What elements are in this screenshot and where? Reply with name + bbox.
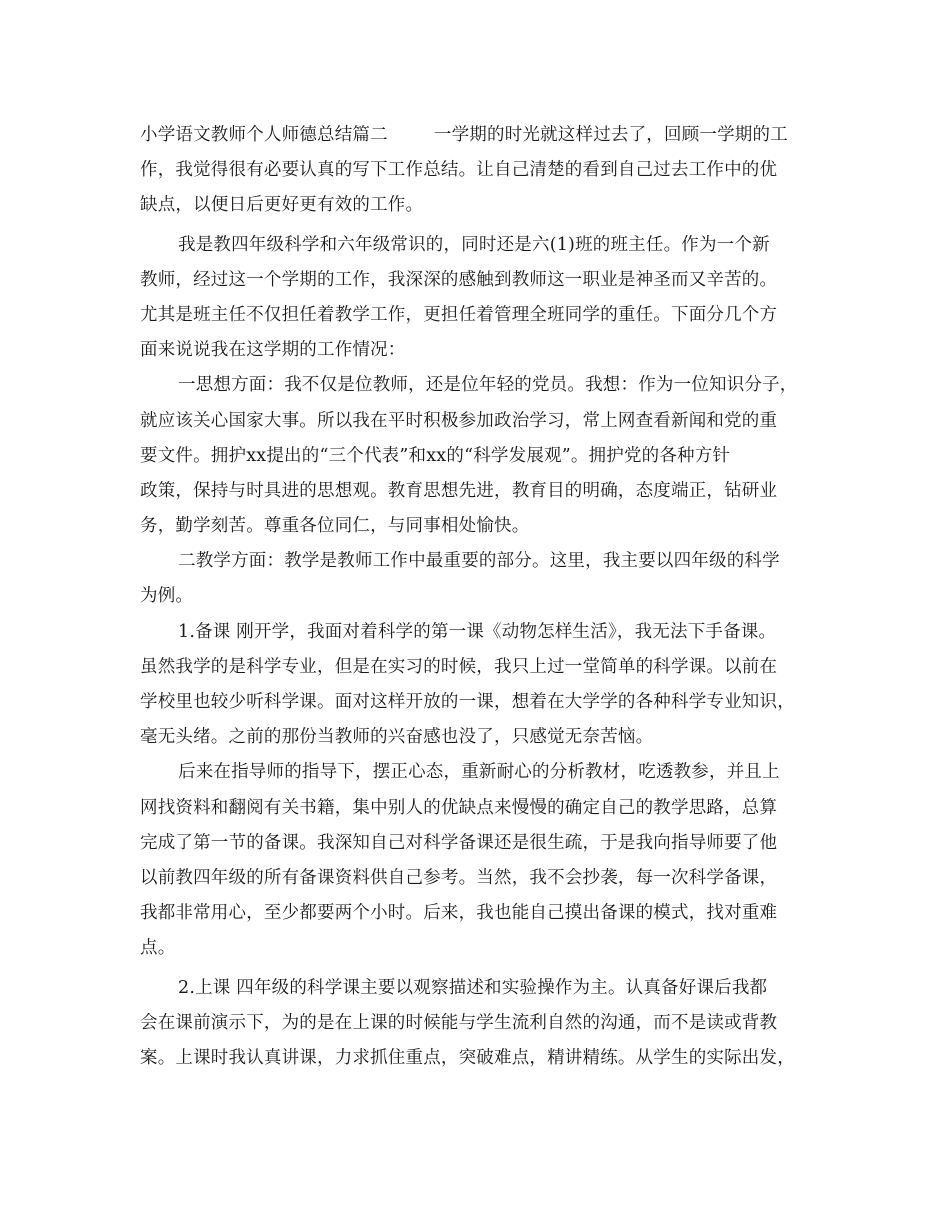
text-line: 我都非常用心，至少都要两个小时。后来，我也能自己摸出备课的模式，找对重难 [140, 903, 778, 924]
text-line: 小学语文教师个人师德总结篇二 一学期的时光就这样过去了，回顾一学期的工 [140, 125, 788, 145]
paragraph-first-line: 二教学方面：教学是教师工作中最重要的部分。这里，我主要以四年级的科学 [178, 551, 780, 572]
document-body [140, 118, 820, 1076]
text-line: 毫无头绪。之前的那份当教师的兴奋感也没了，只感觉无奈苦恼。 [140, 727, 654, 748]
text-line: 以前教四年级的所有备课资料供自己参考。当然，我不会抄袭，每一次科学备课， [140, 867, 778, 888]
text-line: 会在课前演示下，为的是在上课的时候能与学生流利自然的沟通，而不是读或背教 [140, 1012, 778, 1033]
paragraph-first-line: 我是教四年级科学和六年级常识的，同时还是六(1)班的班主任。作为一个新 [178, 234, 770, 255]
paragraph-first-line: 2.上课 四年级的科学课主要以观察描述和实验操作为主。认真备好课后我都 [178, 977, 768, 998]
paragraph-first-line: 后来在指导师的指导下，摆正心态，重新耐心的分析教材，吃透教参，并且上 [178, 762, 780, 783]
text-line: 作，我觉得很有必要认真的写下工作总结。让自己清楚的看到自己过去工作中的优 [140, 160, 778, 181]
text-line: 要文件。拥护xx提出的“三个代表”和xx的“科学发展观”。拥护党的各种方针 [140, 445, 731, 466]
text-line: 教师，经过这一个学期的工作，我深深的感触到教师这一职业是神圣而又辛苦的。 [140, 269, 778, 290]
text-line: 尤其是班主任不仅担任着教学工作，更担任着管理全班同学的重任。下面分几个方 [140, 304, 778, 325]
text-line: 网找资料和翻阅有关书籍，集中别人的优缺点来慢慢的确定自己的教学思路，总算 [140, 797, 778, 818]
text-line: 完成了第一节的备课。我深知自己对科学备课还是很生疏，于是我向指导师要了他 [140, 832, 778, 853]
paragraph-first-line: 1.备课 刚开学，我面对着科学的第一课《动物怎样生活》，我无法下手备课。 [178, 621, 777, 642]
text-line: 点。 [140, 938, 176, 959]
text-line: 务，勤学刻苦。尊重各位同仁，与同事相处愉快。 [140, 516, 530, 537]
text-line: 案。上课时我认真讲课，力求抓住重点，突破难点，精讲精练。从学生的实际出发， [140, 1047, 795, 1068]
text-line: 虽然我学的是科学专业，但是在实习的时候，我只上过一堂简单的科学课。以前在 [140, 656, 778, 677]
text-line: 就应该关心国家大事。所以我在平时积极参加政治学习，常上网查看新闻和党的重 [140, 410, 778, 431]
text-line: 缺点，以便日后更好更有效的工作。 [140, 195, 424, 216]
text-line: 政策，保持与时具进的思想观。教育思想先进，教育目的明确，态度端正，钻研业 [140, 480, 778, 501]
text-line: 学校里也较少听科学课。面对这样开放的一课，想着在大学学的各种科学专业知识， [140, 692, 795, 712]
text-line: 面来说说我在这学期的工作情况： [140, 340, 406, 361]
text-line: 为例。 [140, 586, 194, 607]
paragraph-first-line: 一思想方面：我不仅是位教师，还是位年轻的党员。我想：作为一位知识分子， [178, 375, 798, 396]
